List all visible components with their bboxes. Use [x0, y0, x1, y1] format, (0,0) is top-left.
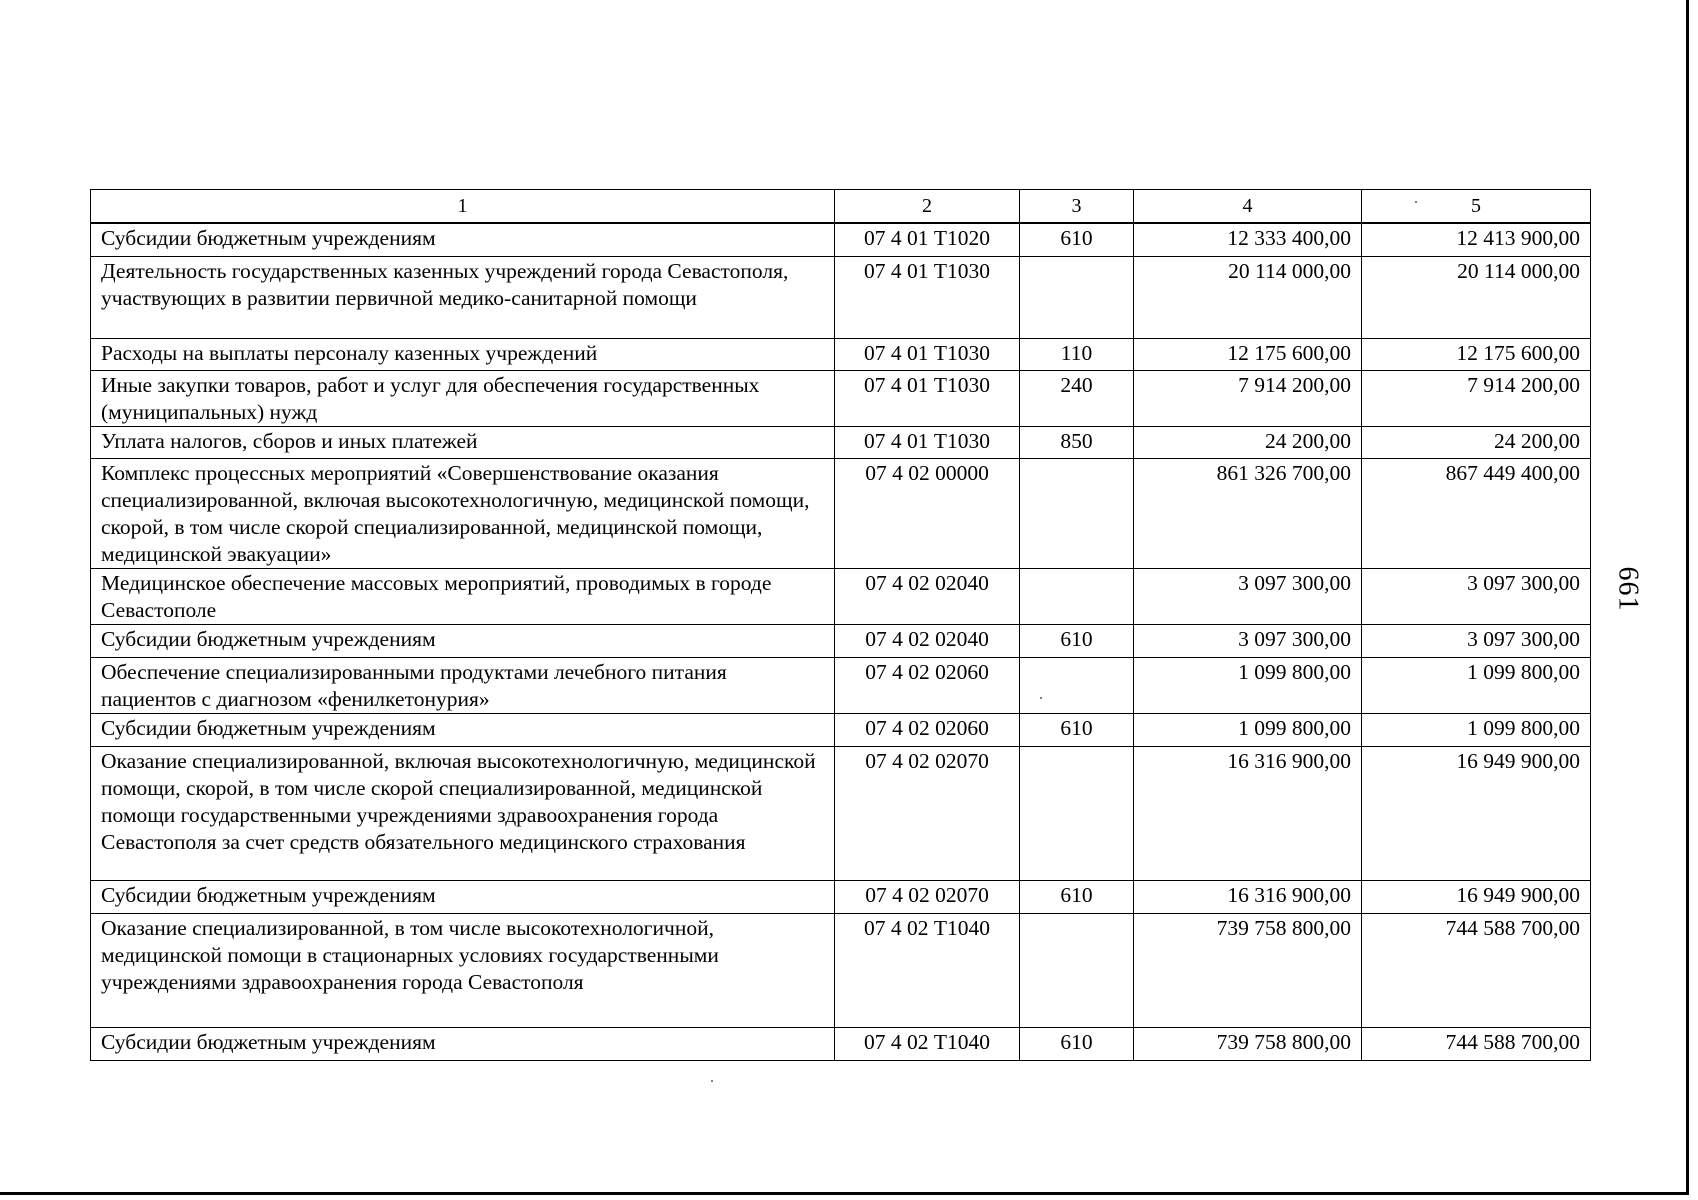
row-name-cell: Иные закупки товаров, работ и услуг для обеспечения государственных (муниципальных) нужд: [91, 370, 835, 426]
row-name-cell: Оказание специализированной, включая высокотехнологичную, медицинской помощи, скорой, в том числе скорой специализированной, медицинской помощи государственными учреждениями здравоохранения города Севастополя за счет средств обязательного медицинского страхования: [91, 746, 835, 880]
row-code-cell: 07 4 01 Т1030: [835, 256, 1020, 338]
scan-speck: [1040, 697, 1042, 699]
row-type-cell: [1020, 458, 1134, 568]
row-value-year1-cell: 1 099 800,00: [1134, 657, 1362, 713]
page-number: 661: [1612, 566, 1644, 612]
row-value-year2-cell: 3 097 300,00: [1362, 568, 1591, 624]
row-value-year1-cell: 20 114 000,00: [1134, 256, 1362, 338]
row-type-cell: [1020, 657, 1134, 713]
row-value-year2-cell: 1 099 800,00: [1362, 657, 1591, 713]
row-value-year1-cell: 739 758 800,00: [1134, 913, 1362, 1027]
row-type-cell: 110: [1020, 338, 1134, 370]
table-row: [91, 1027, 1591, 1060]
row-code-cell: 07 4 02 Т1040: [835, 1027, 1020, 1060]
row-value-year1-cell: 739 758 800,00: [1134, 1027, 1362, 1060]
row-value-year2-cell: 24 200,00: [1362, 426, 1591, 458]
table-row: [91, 746, 1591, 880]
row-value-year2-cell: 7 914 200,00: [1362, 370, 1591, 426]
row-type-cell: 850: [1020, 426, 1134, 458]
row-type-cell: [1020, 913, 1134, 1027]
row-value-year1-cell: 1 099 800,00: [1134, 713, 1362, 746]
table-row: [91, 426, 1591, 458]
table-row: [91, 624, 1591, 657]
row-code-cell: 07 4 01 Т1030: [835, 426, 1020, 458]
row-value-year1-cell: 861 326 700,00: [1134, 458, 1362, 568]
table-header-row: [91, 190, 1591, 224]
row-type-cell: 610: [1020, 713, 1134, 746]
table-row: [91, 713, 1591, 746]
header-col-2: 2: [835, 190, 1020, 224]
header-col-4: 4: [1134, 190, 1362, 224]
header-col-5: 5: [1362, 190, 1591, 224]
row-value-year1-cell: 16 316 900,00: [1134, 880, 1362, 913]
row-type-cell: 610: [1020, 223, 1134, 256]
row-value-year1-cell: 7 914 200,00: [1134, 370, 1362, 426]
row-name-cell: Субсидии бюджетным учреждениям: [91, 880, 835, 913]
row-value-year2-cell: 12 413 900,00: [1362, 223, 1591, 256]
row-value-year1-cell: 16 316 900,00: [1134, 746, 1362, 880]
row-value-year2-cell: 3 097 300,00: [1362, 624, 1591, 657]
row-value-year2-cell: 744 588 700,00: [1362, 913, 1591, 1027]
row-value-year2-cell: 16 949 900,00: [1362, 880, 1591, 913]
table-row: [91, 338, 1591, 370]
table-row: [91, 370, 1591, 426]
row-code-cell: 07 4 02 02040: [835, 568, 1020, 624]
row-type-cell: 610: [1020, 624, 1134, 657]
budget-table-body: [91, 190, 1591, 1061]
row-code-cell: 07 4 02 02040: [835, 624, 1020, 657]
table-row: [91, 256, 1591, 338]
row-value-year1-cell: 12 175 600,00: [1134, 338, 1362, 370]
header-col-1: 1: [91, 190, 835, 224]
row-code-cell: 07 4 01 Т1030: [835, 370, 1020, 426]
row-value-year1-cell: 24 200,00: [1134, 426, 1362, 458]
row-name-cell: Субсидии бюджетным учреждениям: [91, 713, 835, 746]
row-code-cell: 07 4 02 02060: [835, 657, 1020, 713]
row-value-year2-cell: 867 449 400,00: [1362, 458, 1591, 568]
table-row: [91, 568, 1591, 624]
row-code-cell: 07 4 02 00000: [835, 458, 1020, 568]
row-code-cell: 07 4 02 Т1040: [835, 913, 1020, 1027]
row-value-year2-cell: 20 114 000,00: [1362, 256, 1591, 338]
budget-table: [90, 189, 1591, 1061]
row-name-cell: Субсидии бюджетным учреждениям: [91, 223, 835, 256]
row-name-cell: Оказание специализированной, в том числе высокотехнологичной, медицинской помощи в стационарных условиях государственными учреждениями здравоохранения города Севастополя: [91, 913, 835, 1027]
row-value-year1-cell: 12 333 400,00: [1134, 223, 1362, 256]
row-value-year2-cell: 12 175 600,00: [1362, 338, 1591, 370]
row-code-cell: 07 4 01 Т1030: [835, 338, 1020, 370]
table-row: [91, 880, 1591, 913]
table-row: [91, 913, 1591, 1027]
row-type-cell: 610: [1020, 1027, 1134, 1060]
row-code-cell: 07 4 01 Т1020: [835, 223, 1020, 256]
row-value-year2-cell: 744 588 700,00: [1362, 1027, 1591, 1060]
row-name-cell: Субсидии бюджетным учреждениям: [91, 624, 835, 657]
scan-speck: [1415, 201, 1417, 203]
row-type-cell: [1020, 568, 1134, 624]
row-name-cell: Комплекс процессных мероприятий «Совершенствование оказания специализированной, включая высокотехнологичную, медицинской помощи, скорой, в том числе скорой специализированной, медицинской помощи, медицинской эвакуации»: [91, 458, 835, 568]
row-value-year1-cell: 3 097 300,00: [1134, 624, 1362, 657]
row-code-cell: 07 4 02 02070: [835, 880, 1020, 913]
row-name-cell: Медицинское обеспечение массовых мероприятий, проводимых в городе Севастополе: [91, 568, 835, 624]
header-col-3: 3: [1020, 190, 1134, 224]
row-name-cell: Субсидии бюджетным учреждениям: [91, 1027, 835, 1060]
row-code-cell: 07 4 02 02070: [835, 746, 1020, 880]
scan-speck: [711, 1080, 713, 1082]
row-name-cell: Расходы на выплаты персоналу казенных учреждений: [91, 338, 835, 370]
table-row: [91, 223, 1591, 256]
row-name-cell: Деятельность государственных казенных учреждений города Севастополя, участвующих в развитии первичной медико-санитарной помощи: [91, 256, 835, 338]
row-type-cell: [1020, 256, 1134, 338]
row-type-cell: [1020, 746, 1134, 880]
row-name-cell: Обеспечение специализированными продуктами лечебного питания пациентов с диагнозом «фенилкетонурия»: [91, 657, 835, 713]
row-value-year2-cell: 1 099 800,00: [1362, 713, 1591, 746]
table-row: [91, 657, 1591, 713]
row-name-cell: Уплата налогов, сборов и иных платежей: [91, 426, 835, 458]
row-value-year2-cell: 16 949 900,00: [1362, 746, 1591, 880]
row-code-cell: 07 4 02 02060: [835, 713, 1020, 746]
table-row: [91, 458, 1591, 568]
row-type-cell: 240: [1020, 370, 1134, 426]
row-value-year1-cell: 3 097 300,00: [1134, 568, 1362, 624]
row-type-cell: 610: [1020, 880, 1134, 913]
